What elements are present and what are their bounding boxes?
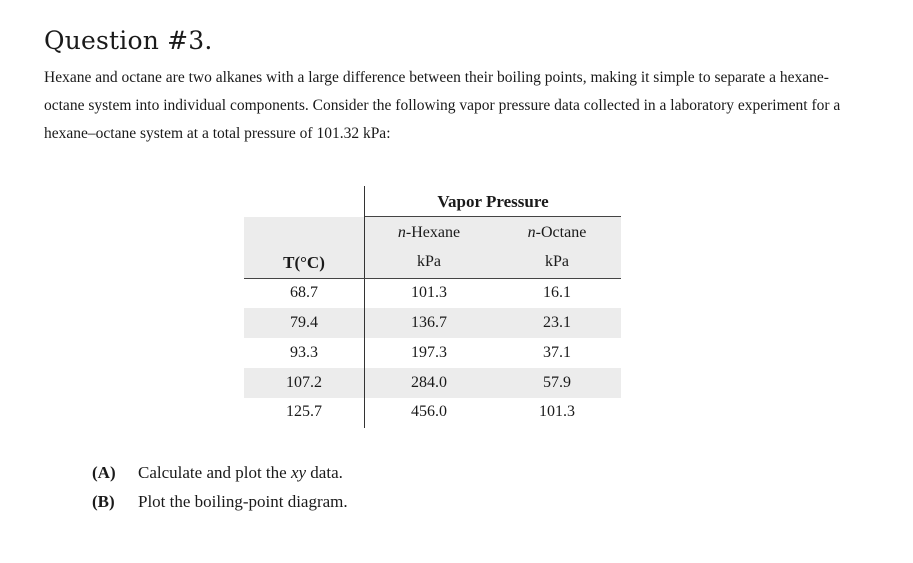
cell-octane-1: 16.1 [543, 284, 571, 301]
octane-unit: kPa [545, 253, 569, 270]
hexane-unit: kPa [417, 253, 441, 270]
cell-hexane-1: 101.3 [411, 284, 447, 301]
header-rule [244, 278, 621, 279]
part-b [92, 487, 348, 516]
group-header: Vapor Pressure [437, 192, 549, 211]
hexane-header: n-Hexane [397, 224, 461, 241]
cell-hexane-4: 284.0 [411, 374, 447, 391]
part-a-label: (A) [92, 463, 116, 482]
part-b-label: (B) [92, 492, 115, 511]
cell-temp-4: 107.2 [286, 374, 322, 391]
vapor-pressure-table [244, 186, 621, 428]
cell-octane-3: 37.1 [543, 344, 571, 361]
octane-header: n-Octane [527, 224, 587, 241]
cell-octane-5: 101.3 [539, 403, 575, 420]
group-header-rule [365, 216, 621, 217]
part-a [92, 458, 348, 487]
question-title: Question #3. [44, 26, 213, 55]
cell-octane-2: 23.1 [543, 314, 571, 331]
part-a-text: Calculate and plot the xy data. [138, 463, 343, 482]
cell-hexane-2: 136.7 [411, 314, 447, 331]
question-intro: Hexane and octane are two alkanes with a large difference between their boiling points, making it simple to separate a hexane-octane system into individual components. Consider the following vapor pressure data collected in a laboratory experiment for a hexane–octane system at a total pressure of 101.32 kPa: [44, 69, 841, 142]
question-parts [92, 458, 348, 516]
cell-temp-1: 68.7 [290, 284, 318, 301]
cell-hexane-5: 456.0 [411, 403, 447, 420]
temperature-header: T(°C) [283, 253, 325, 272]
part-b-text: Plot the boiling-point diagram. [138, 492, 348, 511]
cell-temp-2: 79.4 [290, 314, 318, 331]
cell-temp-5: 125.7 [286, 403, 322, 420]
cell-temp-3: 93.3 [290, 344, 318, 361]
cell-hexane-3: 197.3 [411, 344, 447, 361]
cell-octane-4: 57.9 [543, 374, 571, 391]
